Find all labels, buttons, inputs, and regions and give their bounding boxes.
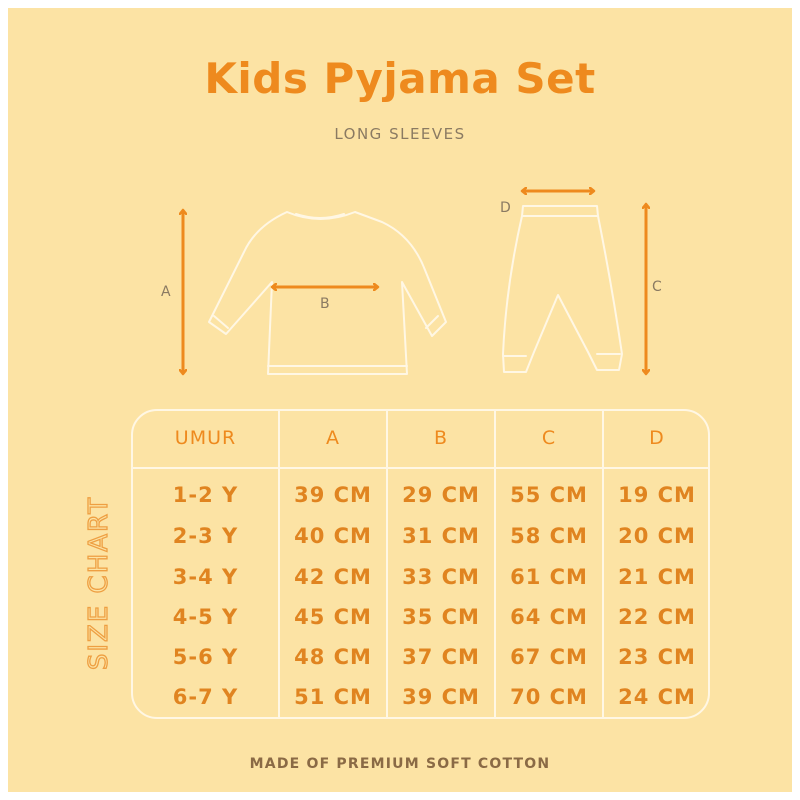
table-cell-age: 2-3 Y	[172, 524, 239, 548]
table-cell: 58 CM	[510, 524, 588, 548]
table-cell: 39 CM	[402, 685, 480, 709]
table-cell: 29 CM	[402, 483, 480, 507]
page-subtitle: LONG SLEEVES	[334, 125, 466, 143]
table-cell-age: 3-4 Y	[172, 565, 239, 589]
table-cell: 42 CM	[294, 565, 372, 589]
table-cell: 37 CM	[402, 645, 480, 669]
table-header-a: A	[326, 427, 340, 449]
table-cell: 23 CM	[618, 645, 696, 669]
dimension-label-c: C	[652, 279, 662, 295]
size-chart-side-label: SIZE CHART	[84, 495, 114, 671]
table-cell: 67 CM	[510, 645, 588, 669]
table-cell: 70 CM	[510, 685, 588, 709]
dimension-label-d: D	[500, 200, 511, 216]
table-cell: 45 CM	[294, 605, 372, 629]
dimension-label-a: A	[161, 284, 171, 300]
table-header-c: C	[541, 427, 557, 449]
table-cell-age: 1-2 Y	[172, 483, 239, 507]
table-cell: 24 CM	[618, 685, 696, 709]
page-title: Kids Pyjama Set	[204, 54, 596, 103]
table-header-umur: UMUR	[174, 427, 237, 449]
table-cell-age: 6-7 Y	[172, 685, 239, 709]
table-cell: 39 CM	[294, 483, 372, 507]
shirt-outline-icon	[209, 212, 446, 374]
table-cell-age: 5-6 Y	[172, 645, 239, 669]
table-cell: 19 CM	[618, 483, 696, 507]
table-cell: 35 CM	[402, 605, 480, 629]
dimension-label-b: B	[320, 296, 330, 312]
table-cell: 64 CM	[510, 605, 588, 629]
footer-note: MADE OF PREMIUM SOFT COTTON	[249, 756, 551, 772]
table-cell: 51 CM	[294, 685, 372, 709]
table-header-d: D	[649, 427, 665, 449]
table-cell: 21 CM	[618, 565, 696, 589]
table-cell: 22 CM	[618, 605, 696, 629]
table-cell: 61 CM	[510, 565, 588, 589]
table-cell: 48 CM	[294, 645, 372, 669]
table-cell: 55 CM	[510, 483, 588, 507]
table-cell: 31 CM	[402, 524, 480, 548]
table-cell: 40 CM	[294, 524, 372, 548]
size-table	[131, 409, 710, 719]
table-cell: 20 CM	[618, 524, 696, 548]
table-cell-age: 4-5 Y	[172, 605, 239, 629]
table-cell: 33 CM	[402, 565, 480, 589]
pants-outline-icon	[503, 206, 622, 372]
table-header-b: B	[433, 427, 449, 449]
